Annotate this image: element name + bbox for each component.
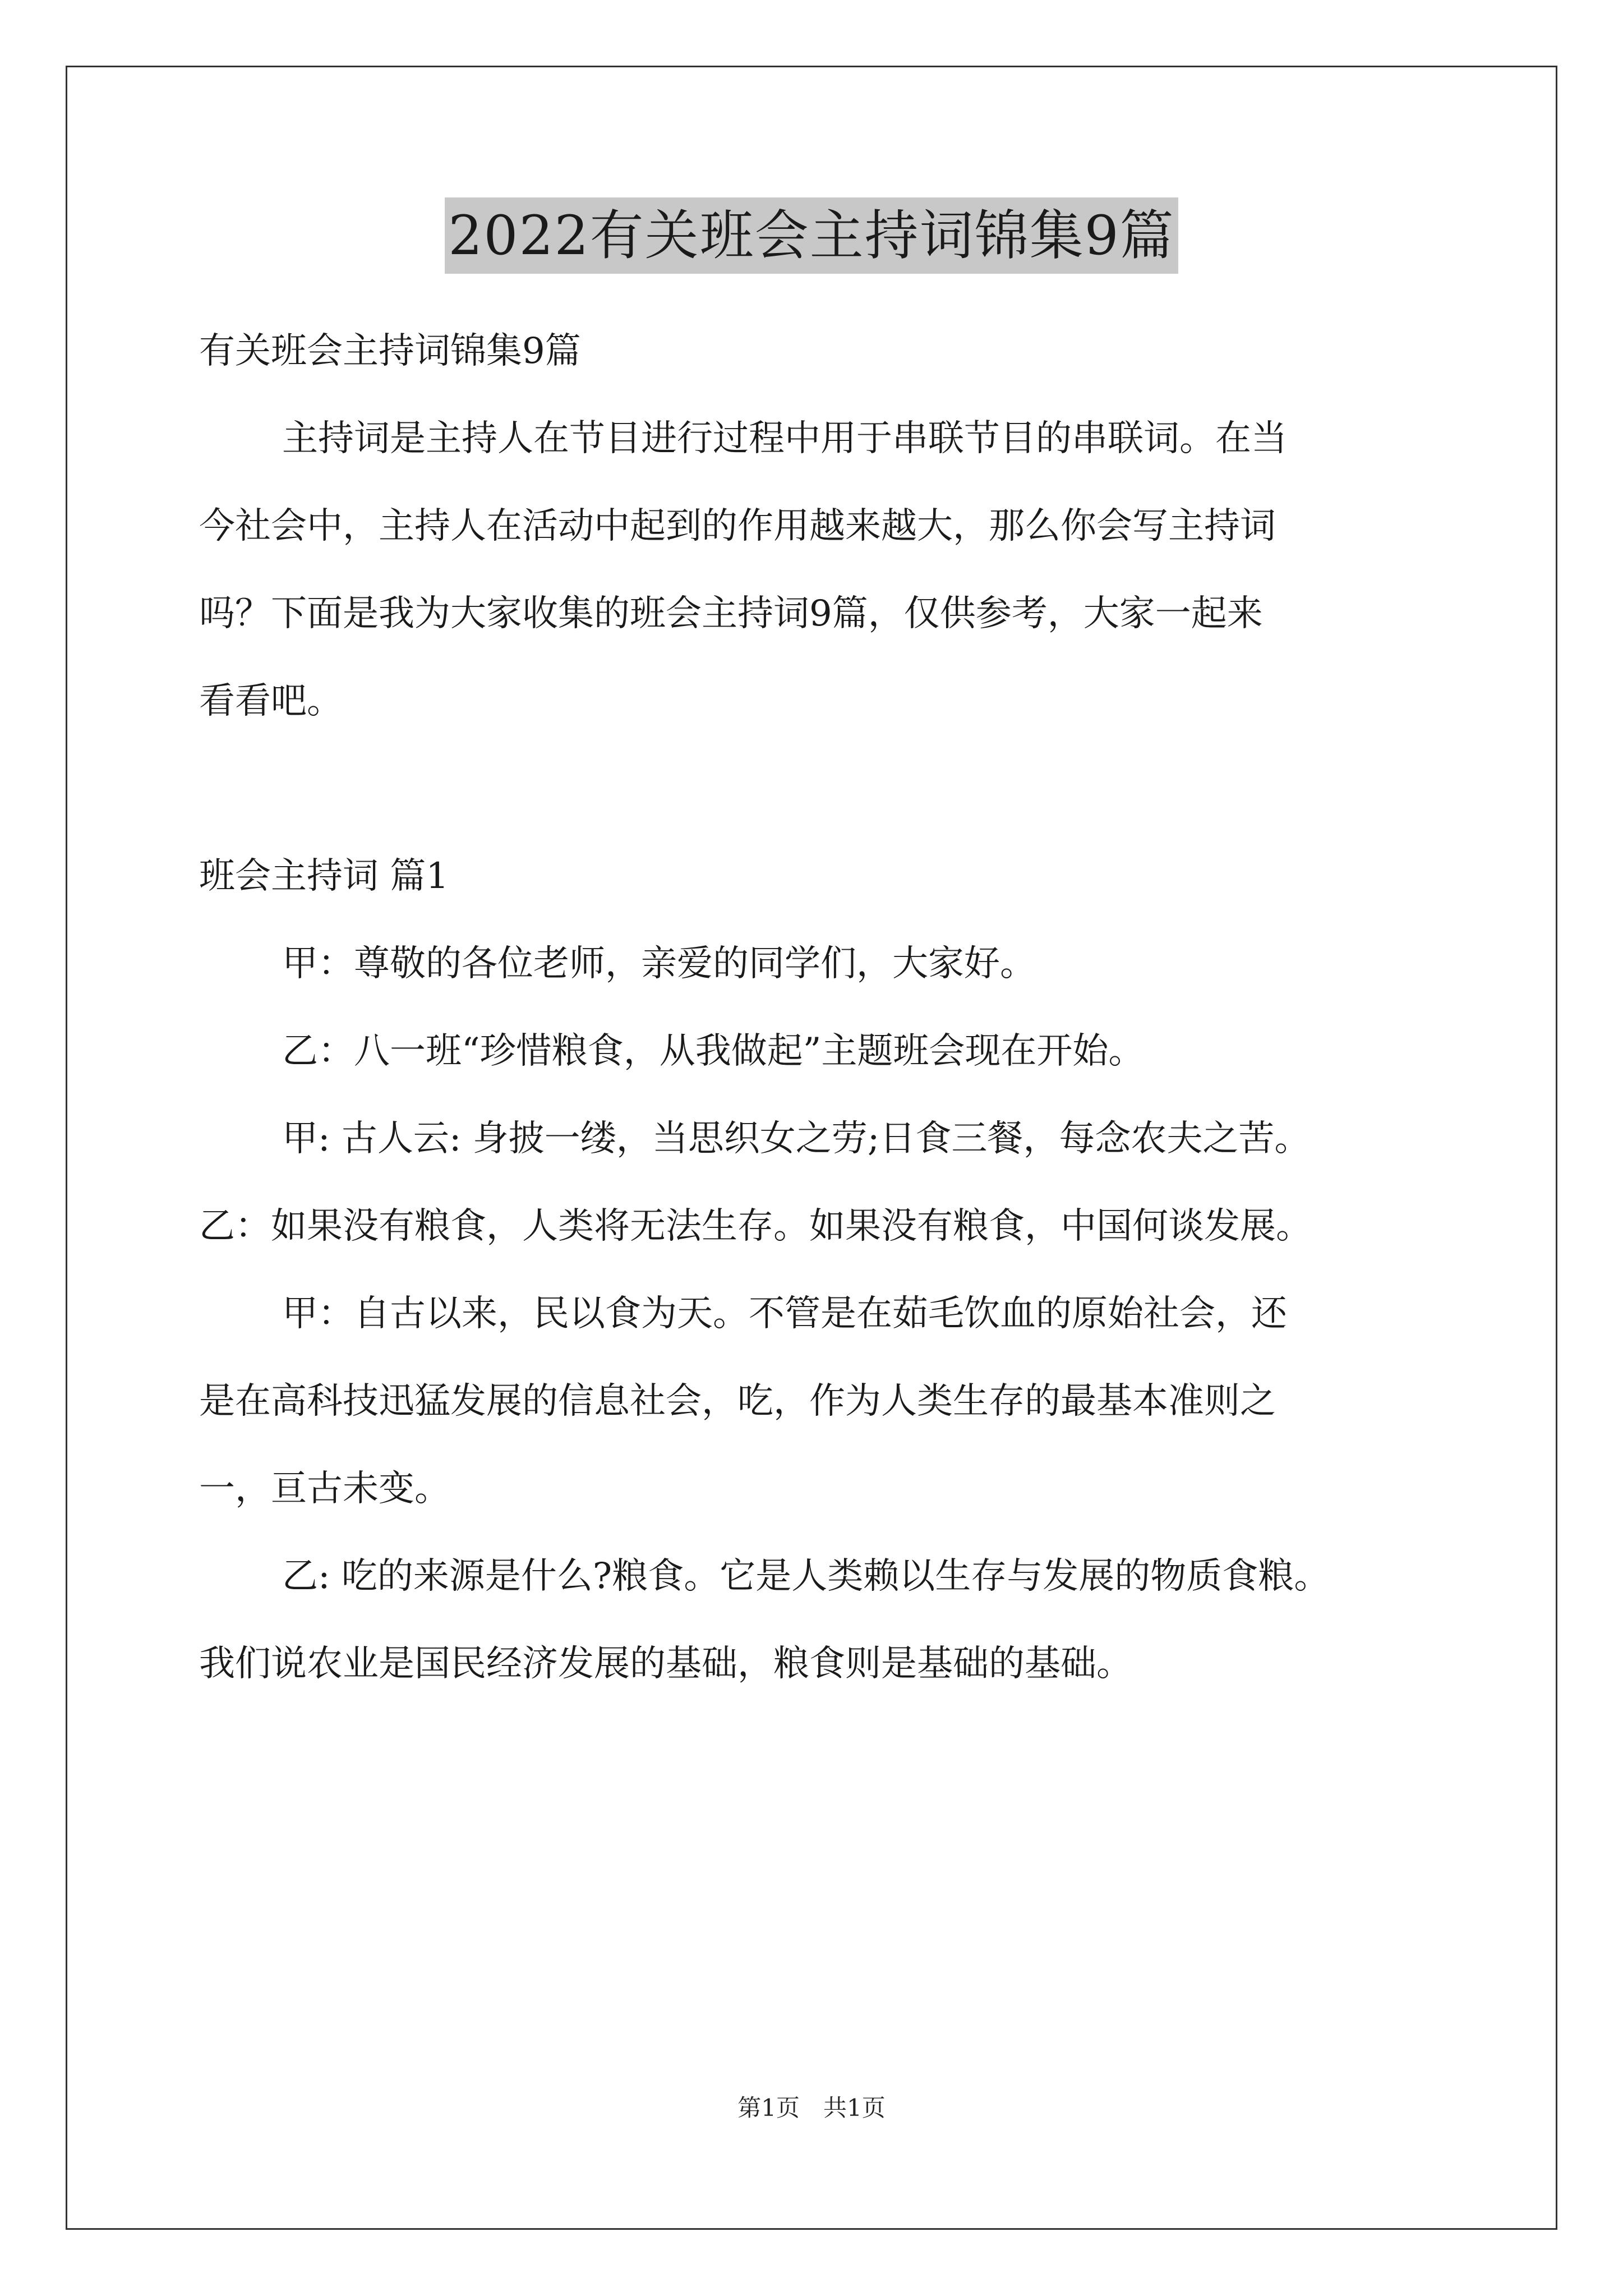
document-body xyxy=(199,307,1433,1708)
dialogue-line: 甲: 古人云: 身披一缕，当思织女之劳;日食三餐，每念农夫之苦。 xyxy=(282,1118,1311,1159)
title-area xyxy=(0,197,1623,274)
document-title: 2022有关班会主持词锦集9篇 xyxy=(445,197,1178,274)
document-subtitle: 有关班会主持词锦集9篇 xyxy=(199,330,581,372)
dialogue-line: 是在高科技迅猛发展的信息社会，吃，作为人类生存的最基本准则之 xyxy=(199,1381,1276,1422)
page-number: 第1页 共1页 xyxy=(737,2094,886,2122)
intro-line: 今社会中，主持人在活动中起到的作用越来越大，那么你会写主持词 xyxy=(199,505,1276,547)
dialogue-line: 乙：如果没有粮食，人类将无法生存。如果没有粮食，中国何谈发展。 xyxy=(199,1205,1312,1247)
page-footer xyxy=(0,2091,1623,2125)
dialogue-line: 甲：尊敬的各位老师，亲爱的同学们，大家好。 xyxy=(282,943,1036,984)
dialogue-line: 我们说农业是国民经济发展的基础，粮食则是基础的基础。 xyxy=(199,1643,1132,1685)
intro-line: 看看吧。 xyxy=(199,680,343,722)
paragraph-gap xyxy=(199,745,1433,832)
section-heading: 班会主持词 篇1 xyxy=(199,855,449,897)
intro-line: 吗？下面是我为大家收集的班会主持词9篇，仅供参考，大家一起来 xyxy=(199,593,1263,634)
dialogue-line: 一，亘古未变。 xyxy=(199,1468,450,1510)
dialogue-line: 甲：自古以来，民以食为天。不管是在茹毛饮血的原始社会，还 xyxy=(282,1293,1287,1335)
intro-line: 主持词是主持人在节目进行过程中用于串联节目的串联词。在当 xyxy=(282,418,1287,459)
dialogue-line: 乙: 吃的来源是什么?粮食。它是人类赖以生存与发展的物质食粮。 xyxy=(282,1556,1330,1597)
dialogue-line: 乙：八一班“珍惜粮食，从我做起”主题班会现在开始。 xyxy=(282,1030,1145,1072)
